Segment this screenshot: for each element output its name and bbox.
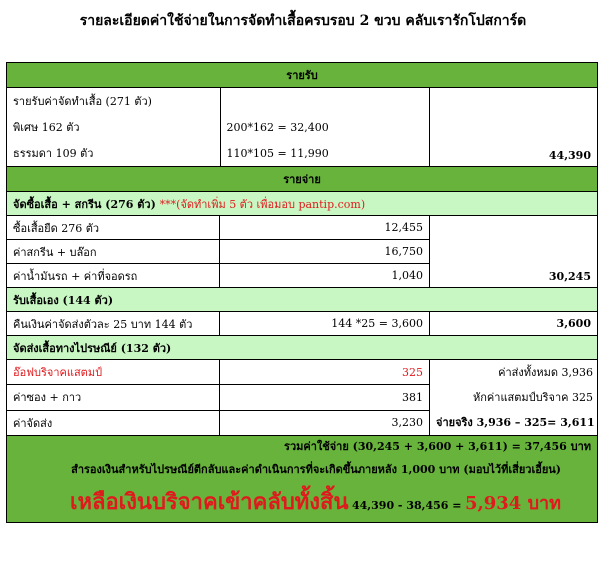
final-balance [13, 482, 591, 522]
income-block [7, 88, 598, 167]
income-header-row [7, 63, 598, 88]
fuel-item-label: ค่าน้ำมันรถ + ค่าที่จอดรถ [7, 264, 220, 288]
income-header: รายรับ [7, 63, 598, 88]
refund-row [7, 312, 598, 336]
shirts-section-total: 30,245 [430, 216, 598, 288]
income-regular-calc: 110*105 = 11,990 [220, 140, 429, 166]
section-shirts-row [7, 192, 598, 216]
envelope-amount: 381 [219, 385, 429, 410]
section-shirts-note: ***(จัดทำเพิ่ม 5 ตัว เพื่อมอบ pantip.com) [159, 197, 366, 211]
shipping-label: ค่าจัดส่ง [7, 410, 220, 435]
reserve-note: สำรองเงินสำหรับไปรษณีย์ตีกลับและค่าดำเนินการที่จะเกิดขึ้นภายหลัง 1,000 บาท (มอบไว้ที่เสี่ยวเอี้ยน) [71, 463, 561, 476]
total-expense: รวมค่าใช้จ่าย (30,245 + 3,600 + 3,611) = 37,456 บาท [284, 440, 591, 453]
final-calc: 44,390 - 38,456 = [352, 499, 462, 512]
post-side-summary [430, 360, 598, 436]
post-actual: จ่ายจริง 3,936 – 325= 3,611 [436, 416, 595, 429]
section-post-title: จัดส่งเสื้อทางไปรษณีย์ (132 ตัว) [7, 336, 598, 360]
shirts-item-row [7, 216, 598, 240]
fuel-item-amount: 1,040 [219, 264, 429, 288]
page-title: รายละเอียดค่าใช้จ่ายในการจัดทำเสื้อครบรอบ 2 ขวบ คลับเรารักโปสการ์ด [79, 13, 527, 29]
refund-calc: 144 *25 = 3,600 [219, 312, 429, 336]
shirts-item-amount: 12,455 [219, 216, 429, 240]
screen-item-amount: 16,750 [219, 240, 429, 264]
expense-header-row [7, 167, 598, 192]
refund-label: คืนเงินค่าจัดส่งตัวละ 25 บาท 144 ตัว [7, 312, 220, 336]
income-total: 44,390 [430, 88, 598, 167]
refund-total: 3,600 [430, 312, 598, 336]
final-result: 5,934 บาท [464, 493, 561, 514]
expense-header: รายจ่าย [7, 167, 598, 192]
income-special-calc: 200*162 = 32,400 [220, 114, 429, 140]
shirts-item-label: ซื้อเสื้อยืด 276 ตัว [7, 216, 220, 240]
income-special-label: พิเศษ 162 ตัว [13, 121, 80, 134]
final-label: เหลือเงินบริจาคเข้าคลับทั้งสิ้น [69, 489, 349, 515]
expense-sheet [6, 62, 598, 523]
screen-item-label: ค่าสกรีน + บล๊อก [7, 240, 220, 264]
section-pickup-title: รับเสื้อเอง (144 ตัว) [7, 288, 598, 312]
section-pickup-row [7, 288, 598, 312]
shipping-amount: 3,230 [219, 410, 429, 435]
summary-row [7, 436, 598, 523]
income-regular-label: ธรรมดา 109 ตัว [13, 147, 94, 160]
income-main-label: รายรับค่าจัดทำเสื้อ (271 ตัว) [13, 95, 152, 108]
envelope-label: ค่าซอง + กาว [7, 385, 220, 410]
post-deduct: หักค่าแสตมป์บริจาค 325 [473, 391, 593, 404]
stamp-donation-row [7, 360, 598, 385]
section-shirts-title: จัดซื้อเสื้อ + สกรีน (276 ตัว) [13, 197, 156, 211]
stamp-donation-amount: 325 [219, 360, 429, 385]
post-total-all: ค่าส่งทั้งหมด 3,936 [498, 366, 593, 379]
section-post-row [7, 336, 598, 360]
stamp-donation-label: อ๊อฟบริจาคแสตมป์ [7, 360, 220, 385]
